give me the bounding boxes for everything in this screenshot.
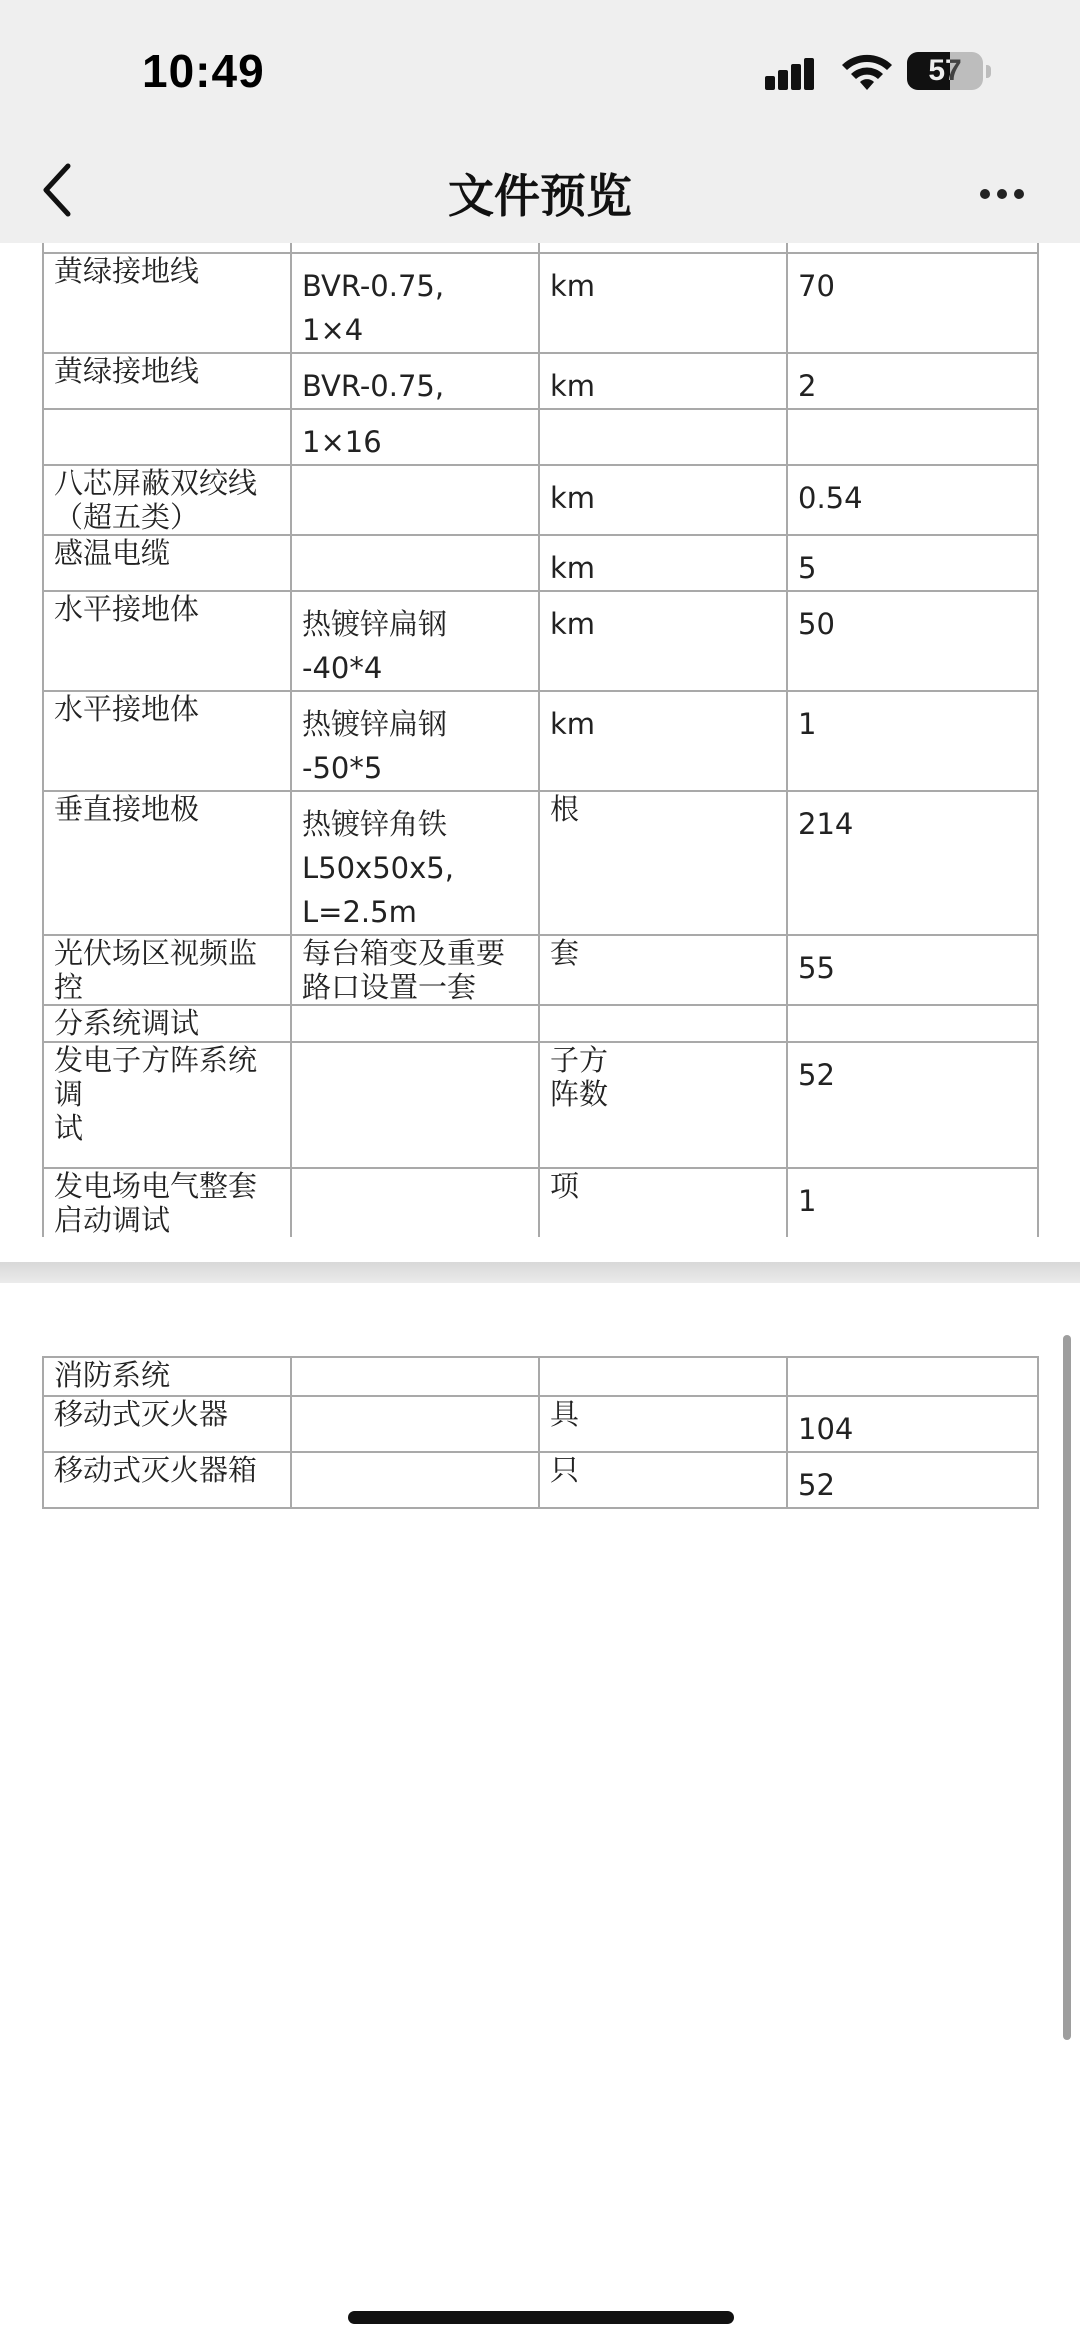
table-cell-unit (539, 1005, 787, 1042)
more-options-icon[interactable] (980, 184, 1031, 203)
table-cell-unit: 项 (539, 1168, 787, 1237)
table-cell-spec (291, 465, 539, 535)
table-cell-unit: km (539, 591, 787, 691)
table-cell-unit: 套 (539, 935, 787, 1005)
materials-table-2 (42, 1356, 1039, 1509)
table-cell-unit: 具 (539, 1396, 787, 1452)
table-cell-qty: 214 (787, 791, 1038, 935)
table-row (43, 691, 1038, 791)
table-row (43, 535, 1038, 591)
table-row (43, 1042, 1038, 1168)
table-cell-name: 黄绿接地线 (43, 353, 291, 409)
table-cell-name: 分系统调试 (43, 1005, 291, 1042)
materials-table-1 (42, 227, 1039, 1237)
table-cell-spec: 热镀锌扁钢 -50*5 (291, 691, 539, 791)
page-title: 文件预览 (448, 169, 632, 223)
table-cell-qty: 1 (787, 1168, 1038, 1237)
table-row (43, 1357, 1038, 1396)
table-cell-name: 移动式灭火器 (43, 1396, 291, 1452)
table-cell-qty: 104 (787, 1396, 1038, 1452)
table-cell-spec: BVR-0.75, (291, 353, 539, 409)
table-cell-name (43, 409, 291, 465)
battery-level: 57 (928, 54, 962, 87)
table-cell-name: 移动式灭火器箱 (43, 1452, 291, 1508)
scrollbar[interactable] (1063, 1335, 1071, 2040)
table-cell-name: 感温电缆 (43, 535, 291, 591)
table-cell-name: 发电子方阵系统 调 试 (43, 1042, 291, 1168)
table-cell-spec (291, 1396, 539, 1452)
table-cell-qty: 1 (787, 691, 1038, 791)
table-cell-qty: 50 (787, 591, 1038, 691)
battery-icon (907, 52, 983, 90)
table-cell-unit: km (539, 691, 787, 791)
table-cell-qty: 2 (787, 353, 1038, 409)
table-cell-qty: 70 (787, 253, 1038, 353)
table-cell-unit: 只 (539, 1452, 787, 1508)
table-cell-name: 发电场电气整套 启动调试 (43, 1168, 291, 1237)
table-cell-spec (291, 1452, 539, 1508)
table-cell-spec (291, 1357, 539, 1396)
table-cell-spec: 1×16 (291, 409, 539, 465)
table-cell-qty: 55 (787, 935, 1038, 1005)
table-cell-unit: 根 (539, 791, 787, 935)
table-cell-qty: 52 (787, 1042, 1038, 1168)
table-cell-unit: km (539, 465, 787, 535)
table-row (43, 465, 1038, 535)
table-row (43, 1005, 1038, 1042)
table-cell-spec (291, 1042, 539, 1168)
table-cell-spec: BVR-0.75, 1×4 (291, 253, 539, 353)
table-cell-unit: 子方 阵数 (539, 1042, 787, 1168)
table-cell-qty (787, 1357, 1038, 1396)
cellular-signal-icon (765, 56, 825, 90)
table-cell-unit: km (539, 353, 787, 409)
document-page-2 (0, 1283, 1080, 2341)
page-separator (0, 1262, 1080, 1284)
table-row (43, 409, 1038, 465)
table-cell-spec (291, 1168, 539, 1237)
table-cell-unit (539, 409, 787, 465)
document-page-1 (0, 243, 1080, 1268)
table-row (43, 1168, 1038, 1237)
table-cell-spec: 热镀锌扁钢 -40*4 (291, 591, 539, 691)
table-cell-spec (291, 1005, 539, 1042)
battery-cap (986, 65, 991, 78)
table-cell-name: 垂直接地极 (43, 791, 291, 935)
table-cell-qty: 5 (787, 535, 1038, 591)
table-row (43, 791, 1038, 935)
table-cell-qty: 0.54 (787, 465, 1038, 535)
wifi-icon (840, 52, 894, 92)
table-row (43, 253, 1038, 353)
table-cell-name: 水平接地体 (43, 591, 291, 691)
table-cell-qty (787, 409, 1038, 465)
table-row (43, 591, 1038, 691)
table-cell-spec: 热镀锌角铁 L50x50x5, L=2.5m (291, 791, 539, 935)
table-cell-spec (291, 535, 539, 591)
table-cell-name: 黄绿接地线 (43, 253, 291, 353)
table-cell-name: 消防系统 (43, 1357, 291, 1396)
table-cell-unit (539, 1357, 787, 1396)
table-cell-name: 光伏场区视频监 控 (43, 935, 291, 1005)
table-row (43, 1452, 1038, 1508)
table-cell-unit: km (539, 253, 787, 353)
home-indicator[interactable] (348, 2311, 734, 2324)
table-row (43, 353, 1038, 409)
table-row (43, 1396, 1038, 1452)
table-cell-name: 八芯屏蔽双绞线 （超五类） (43, 465, 291, 535)
table-row (43, 935, 1038, 1005)
table-cell-qty (787, 1005, 1038, 1042)
table-cell-spec: 每台箱变及重要 路口设置一套 (291, 935, 539, 1005)
table-cell-unit: km (539, 535, 787, 591)
status-time: 10:49 (142, 45, 265, 97)
top-bar (0, 0, 1080, 243)
table-cell-name: 水平接地体 (43, 691, 291, 791)
table-cell-qty: 52 (787, 1452, 1038, 1508)
